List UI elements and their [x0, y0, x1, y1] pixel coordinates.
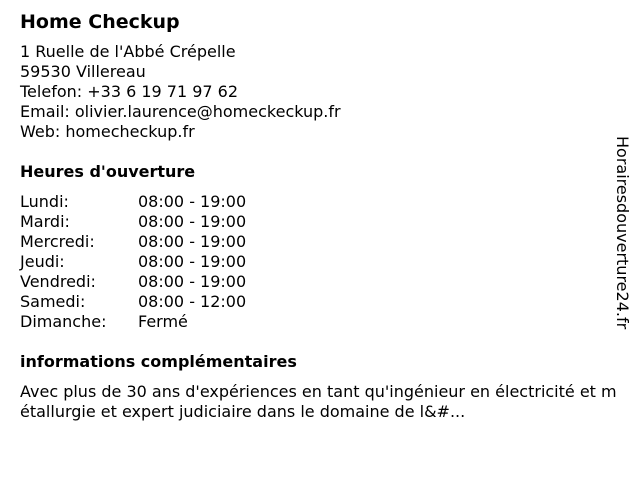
- hours-value: 08:00 - 12:00: [138, 292, 247, 311]
- additional-info-heading: informations complémentaires: [20, 352, 297, 371]
- address-block: [20, 42, 610, 142]
- day-label: Dimanche:: [20, 312, 107, 331]
- day-label: Mercredi:: [20, 232, 95, 251]
- day-label: Lundi:: [20, 192, 69, 211]
- opening-hours-table: [20, 192, 246, 332]
- hours-row-jeudi: [20, 252, 246, 272]
- day-label: Mardi:: [20, 212, 70, 231]
- hours-value: 08:00 - 19:00: [138, 232, 247, 251]
- business-name: Home Checkup: [20, 11, 180, 33]
- hours-value: 08:00 - 19:00: [138, 252, 247, 271]
- hours-row-mercredi: [20, 232, 246, 252]
- hours-value: 08:00 - 19:00: [138, 212, 247, 231]
- email-line[interactable]: Email: olivier.laurence@homeckeckup.fr: [20, 102, 341, 121]
- day-label: Vendredi:: [20, 272, 96, 291]
- day-label: Samedi:: [20, 292, 86, 311]
- additional-info-text: Avec plus de 30 ans d'expériences en tant qu'ingénieur en électricité et métallurgie et expert judiciaire dans le domaine de l&#...: [20, 382, 617, 421]
- opening-hours-heading: Heures d'ouverture: [20, 162, 196, 181]
- address-street: 1 Ruelle de l'Abbé Crépelle: [20, 42, 236, 61]
- site-watermark: Horairesdouverture24.fr: [613, 136, 632, 330]
- web-line[interactable]: Web: homecheckup.fr: [20, 122, 195, 141]
- hours-row-dimanche: [20, 312, 246, 332]
- hours-value: 08:00 - 19:00: [138, 192, 247, 211]
- hours-row-samedi: [20, 292, 246, 312]
- address-city: 59530 Villereau: [20, 62, 146, 81]
- day-label: Jeudi:: [20, 252, 65, 271]
- hours-value: 08:00 - 19:00: [138, 272, 247, 291]
- phone-line[interactable]: Telefon: +33 6 19 71 97 62: [20, 82, 239, 101]
- business-card: [20, 10, 617, 422]
- hours-value: Fermé: [138, 312, 188, 331]
- hours-row-mardi: [20, 212, 246, 232]
- hours-row-lundi: [20, 192, 246, 212]
- hours-row-vendredi: [20, 272, 246, 292]
